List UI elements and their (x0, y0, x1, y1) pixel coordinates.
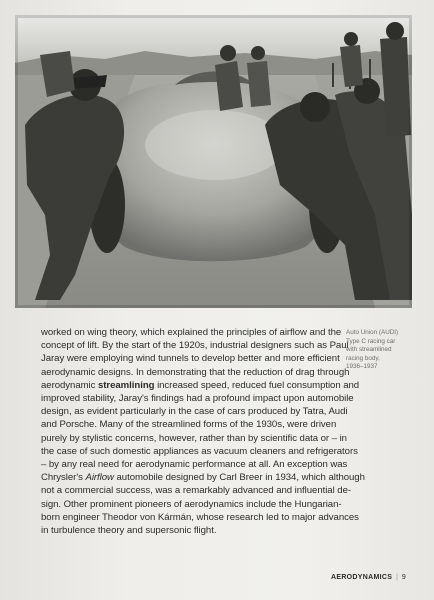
racing-car-photo (15, 15, 412, 308)
body-line: design, as evident particularly in the case of cars produced by Tatra, Audi (41, 406, 348, 418)
section-title: AERODYNAMICS (331, 574, 393, 581)
body-line: the case of such domestic appliances as vacuum cleaners and refrigerators (41, 445, 358, 457)
body-line (41, 471, 365, 484)
body-line-pre: Chrysler's (41, 472, 86, 484)
caption-line: Type C racing car (346, 337, 396, 345)
body-line: and Porsche. Many of the streamlined forms of the 1930s, were driven (41, 419, 337, 431)
body-line (41, 379, 360, 392)
body-line: born engineer Theodor von Kármán, whose research led to major advances (41, 511, 359, 523)
page-footer (331, 574, 406, 581)
term-streamlining: streamlining (98, 379, 155, 391)
body-line: in turbulence theory and supersonic flight. (41, 525, 217, 537)
photo-illustration (15, 15, 412, 308)
caption-line: Auto Union (AUDI) (346, 329, 399, 336)
body-line-post: increased speed, reduced fuel consumption and (154, 379, 360, 391)
body-line: purely by stylistic concerns, however, rather than by scientific data or – in (41, 432, 347, 444)
body-line: aerodynamic designs. In demonstrating that the reduction of drag through (41, 366, 350, 378)
caption-line: racing body, (346, 354, 380, 362)
body-line: worked on wing theory, which explained the principles of airflow and the (41, 327, 342, 338)
body-line-pre: aerodynamic (41, 379, 98, 391)
body-line: – by any real need for aerodynamic performance at all. An exception was (41, 459, 348, 471)
footer-separator: | (396, 574, 398, 581)
caption-line: with streamlined (346, 346, 392, 354)
body-line: not a commercial success, was a remarkably advanced and influential de- (41, 485, 351, 497)
photo-caption (346, 329, 418, 372)
body-line: sign. Other prominent pioneers of aerodynamics include the Hungarian- (41, 498, 342, 510)
body-line: concept of lift. By the start of the 1920s, industrial designers such as Paul (41, 340, 349, 352)
body-line-post: automobile designed by Carl Breer in 1934, which although (113, 472, 365, 484)
body-line: Jaray were employing wind tunnels to develop better and more efficient (41, 353, 340, 365)
caption-line: 1936–1937 (346, 363, 378, 371)
page-number: 9 (401, 574, 406, 581)
title-airflow: Airflow (85, 472, 114, 484)
body-line: improved stability, Jaray's findings had a profound impact upon automobile (41, 393, 354, 405)
